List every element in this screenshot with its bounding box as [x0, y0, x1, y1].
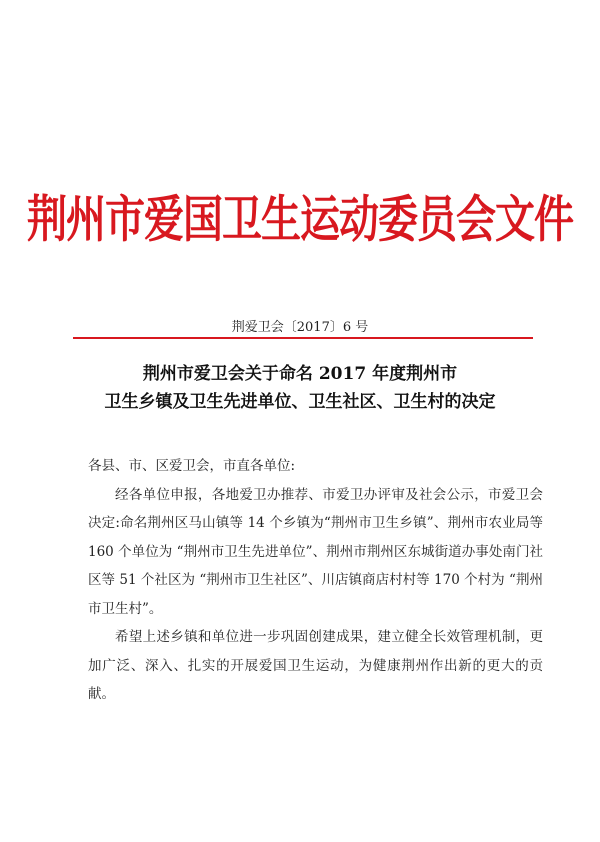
salutation: 各县、市、区爱卫会，市直各单位:	[88, 458, 296, 474]
red-header-title: 荆州市爱国卫生运动委员会文件	[27, 190, 573, 249]
red-divider	[73, 337, 533, 339]
document-body	[88, 452, 543, 709]
paragraph-1: 经各单位申报，各地爱卫办推荐、市爱卫办评审及社会公示，市爱卫会决定:命名荆州区马山镇等 14 个乡镇为“荆州市卫生乡镇”、荆州市农业局等 160 个单位为 “荆州市卫生先进单位”、荆州市荆州区东城街道办事处南门社区等 51 个社区为 “荆州市卫生社区”、川店镇商店村村等 170 个村为 “荆州市卫生村”。	[88, 486, 543, 617]
document-number: 荆爱卫会〔2017〕6 号	[231, 320, 369, 335]
title-line-1: 荆州市爱卫会关于命名 2017 年度荆州市	[142, 364, 458, 384]
paragraph-2: 希望上述乡镇和单位进一步巩固创建成果，建立健全长效管理机制，更加广泛、深入、扎实的开展爱国卫生运动，为健康荆州作出新的更大的贡献。	[88, 629, 543, 702]
title-line-2: 卫生乡镇及卫生先进单位、卫生社区、卫生村的决定	[104, 392, 496, 412]
document-title	[0, 360, 600, 416]
